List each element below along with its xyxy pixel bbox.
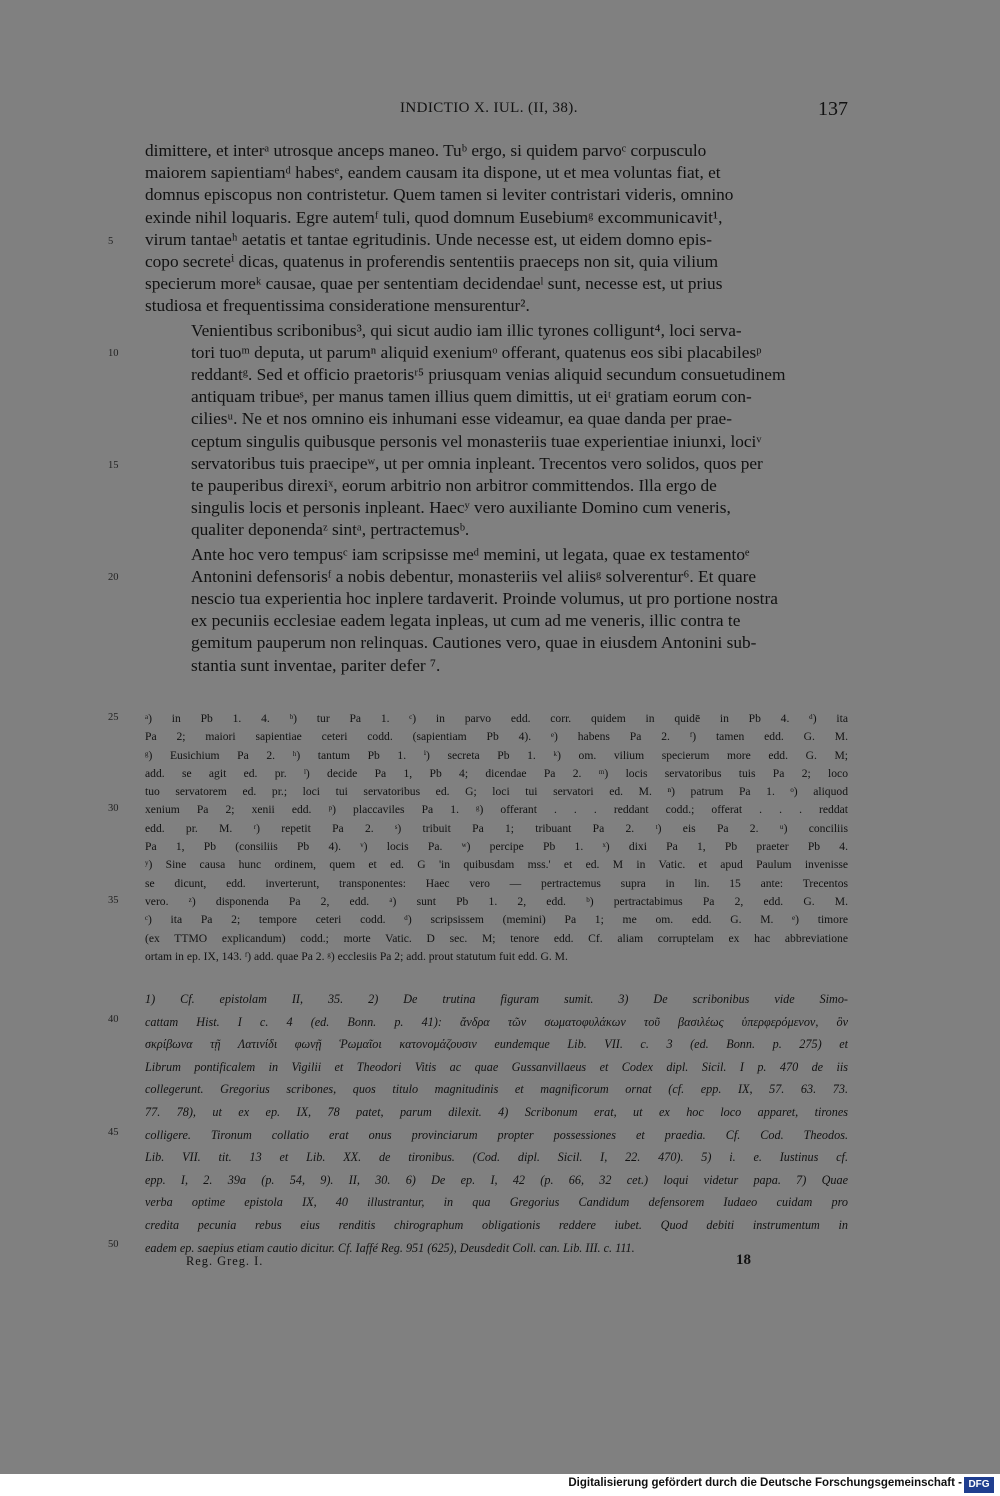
text-line: dimittere, et interᵃ utrosque anceps maneo. Tuᵇ ergo, si quidem parvoᶜ corpusculo <box>145 141 707 160</box>
text-line: ceptum singulis quibusque personis vel monasteriis tuae experientiae iniunxi, lociᵛ <box>191 431 762 451</box>
text-line: gemitum pauperum non relinquas. Cautiones vero, quae in eiusdem Antonini sub- <box>191 633 757 653</box>
main-text <box>145 140 848 677</box>
apparatus-line: (ex TTMO explicandum) codd.; morte Vatic. D sec. M; tenore edd. Cf. aliam corruptelam ex hac abbreviatione <box>145 931 848 945</box>
text-line: singulis locis et personis inpleant. Haecʸ vero auxiliante Domino cum veneris, <box>191 498 731 518</box>
footer-banner <box>0 1474 1000 1496</box>
commentary-notes <box>145 988 848 1259</box>
line-number: 40 <box>108 1014 119 1025</box>
line-number: 50 <box>108 1239 119 1250</box>
paragraph-3 <box>145 544 848 677</box>
text-line: Ante hoc vero tempusᶜ iam scripsisse meᵈ memini, ut legata, quae ex testamentoᵉ <box>191 544 750 564</box>
apparatus-line: se dicunt, edd. inverterunt, transponentes: Haec vero — pertractemus supra in lin. 15 ante: Trecentos <box>145 876 848 890</box>
note-line: epp. I, 2. 39a (p. 54, 9). II, 30. 6) De ep. I, 42 (p. 66, 32 cet.) loqui videtur papa. 7) Quae <box>145 1172 848 1187</box>
line-number: 10 <box>108 348 119 359</box>
dfg-logo-icon[interactable]: DFG <box>964 1477 994 1493</box>
text-line: studiosa et frequentissima consideratione mensurentur². <box>145 296 530 316</box>
funding-notice: Digitalisierung gefördert durch die Deutsche Forschungsgemeinschaft - <box>568 1477 962 1489</box>
text-line: nescio tua experientia hoc inplere tardaverit. Proinde volumus, ut pro portione nostra <box>191 589 778 609</box>
line-number: 45 <box>108 1127 119 1138</box>
line-number: 5 <box>108 236 114 247</box>
text-line: Venientibus scribonibus³, qui sicut audio iam illic tyrones colligunt⁴, loci serva- <box>191 320 742 340</box>
note-line: σκρίβωνα τῇ Λατινίδι φωνῇ Ῥωμαῖοι κατονομάζουσιν eundemque Lib. VII. c. 3 (ed. Bonn. p. 275) et <box>145 1037 848 1052</box>
apparatus-line: add. se agit ed. pr. ˡ) decide Pa 1, Pb 4; dicendae Pa 2. ᵐ) locis servatoribus tuis Pa 2; loco <box>145 766 848 780</box>
text-line: exinde nihil loquaris. Egre autemᶠ tuli, quod domnum Eusebiumᵍ excommunicavit¹, <box>145 207 723 227</box>
text-line: te pauperibus direxiˣ, eorum arbitrio non arbitror committendos. Illa ergo de <box>191 476 717 496</box>
note-line: Librum pontificalem in Vigilii et Theodori Vitis ac quae Gussanvillaeus et Codex dipl. Sicil. I p. 470 de iis <box>145 1059 848 1074</box>
running-title: INDICTIO X. IUL. (II, 38). <box>400 100 578 116</box>
text-line: Antonini defensorisᶠ a nobis debentur, monasteriis vel aliisᵍ solverentur⁶. Et quare <box>191 566 757 586</box>
apparatus-line: edd. pr. M. ʳ) repetit Pa 2. ˢ) tribuit Pa 1; tribuant Pa 2. ᵗ) eis Pa 2. ᵘ) conciliis <box>145 821 848 835</box>
signature-mark: Reg. Greg. I. <box>186 1254 264 1268</box>
apparatus-line: vero. ᶻ) disponenda Pa 2, edd. ᵃ) sunt Pb 1. 2, edd. ᵇ) pertractabimus Pa 2, edd. G. M. <box>145 894 848 908</box>
line-number: 30 <box>108 803 119 814</box>
paragraph-1 <box>145 140 848 318</box>
text-line: copo secreteⁱ dicas, quatenus in proferendis sententiis praeceps non sit, quia vilium <box>145 252 719 272</box>
paragraph-2 <box>145 320 848 542</box>
sheet-number: 18 <box>736 1252 751 1268</box>
apparatus-line: ᶜ) ita Pa 2; tempore ceteri codd. ᵈ) scripsissem (memini) Pa 1; me om. edd. G. M. ᵉ) timore <box>145 913 848 927</box>
text-line: servatoribus tuis praecipeʷ, ut per omnia inpleant. Trecentos vero solidos, quos per <box>191 453 763 473</box>
line-number: 15 <box>108 460 119 471</box>
text-line: reddantᵍ. Sed et officio praetorisʳ⁵ priusquam venias aliquid secundum consuetudinem <box>191 365 786 385</box>
critical-apparatus <box>145 710 848 966</box>
apparatus-line: ᵃ) in Pb 1. 4. ᵇ) tur Pa 1. ᶜ) in parvo edd. corr. quidem in quidē in Pb 4. ᵈ) ita <box>145 712 848 725</box>
note-line: Lib. VII. tit. 13 et Lib. XX. de tironibus. (Cod. dipl. Sicil. I, 22. 470). 5) i. e. Iustinus cf. <box>145 1150 848 1165</box>
text-line: qualiter deponendaᶻ sintᵃ, pertractemusᵇ. <box>191 520 470 540</box>
note-line: cattam Hist. I c. 4 (ed. Bonn. p. 41): ἄνδρα τῶν σωματοφυλάκων τοῦ βασιλέως ὑπερφερόμενον, ὃν <box>145 1014 848 1029</box>
page-number: 137 <box>818 98 848 120</box>
apparatus-line: tuo servatorem ed. pr.; loci tui servatoribus ed. G; loci tui servatori ed. M. ⁿ) patrum Pa 1. ᵒ) aliquod <box>145 785 848 799</box>
text-line: antiquam tribueˢ, per manus tamen illius quem dimittis, ut eiᵗ gratiam eorum con- <box>191 387 752 407</box>
text-line: domnus episcopus non contristetur. Quem tamen si leviter contristari videris, omnino <box>145 185 734 205</box>
text-line: specierum moreᵏ causae, quae per sententiam decidendaeˡ sunt, necesse est, ut prius <box>145 274 723 294</box>
note-line: collegerunt. Gregorius scribones, quos titulo magnitudinis et magnificorum ornat (cf. epp. IX, 57. 63. 73. <box>145 1082 848 1097</box>
apparatus-line: ᵍ) Eusichium Pa 2. ʰ) tantum Pb 1. ⁱ) secreta Pb 1. ᵏ) om. vilium specierum more edd. G. M; <box>145 748 848 762</box>
text-line: virum tantaeʰ aetatis et tantae egritudinis. Unde necesse est, ut eidem domno epis- <box>145 229 713 249</box>
text-line: stantia sunt inventae, pariter defer ⁷. <box>191 655 441 675</box>
apparatus-line: xenium Pa 2; xenii edd. ᵖ) placcaviles Pa 1. ᵍ) offerant . . . reddant codd.; offerat . . . reddat <box>145 803 848 817</box>
page-header <box>0 100 1000 124</box>
apparatus-line: Pa 2; maiori sapientiae ceteri codd. (sapientiam Pb 4). ᵉ) habens Pa 2. ᶠ) tamen edd. G. M. <box>145 730 848 744</box>
line-number: 35 <box>108 895 119 906</box>
text-line: ex pecuniis ecclesiae eadem legata inpleas, ut cum ad me veneris, illic contra te <box>191 611 741 631</box>
text-line: maiorem sapientiamᵈ habesᵉ, eandem causam ita dispone, ut et mea voluntas fiat, et <box>145 163 721 183</box>
text-line: tori tuoᵐ deputa, ut parumⁿ aliquid exeniumᵒ offerant, quatenus eos sibi placabilesᵖ <box>191 342 762 362</box>
note-line: 1) Cf. epistolam II, 35. 2) De trutina figuram sumit. 3) De scribonibus vide Simo- <box>145 992 848 1006</box>
line-number: 20 <box>108 572 119 583</box>
apparatus-line: ortam in ep. IX, 143. ᶠ) add. quae Pa 2. ᵍ) ecclesiis Pa 2; add. prout statutum fuit edd. G. M. <box>145 949 568 963</box>
apparatus-line: ʸ) Sine causa hunc ordinem, quem et ed. G 'in quibusdam mss.' et ed. M in Vatic. et apud Paulum invenisse <box>145 858 848 872</box>
apparatus-line: Pa 1, Pb (consiliis Pb 4). ᵛ) locis Pa. ʷ) percipe Pb 1. ˣ) dixi Pa 1, Pb praeter Pb 4. <box>145 840 848 854</box>
text-line: ciliesᵘ. Ne et nos omnino eis inhumani esse videamur, ea quae danda per prae- <box>191 409 732 429</box>
note-line: verba optime epistola IX, 40 illustrantur, in qua Gregorius Candidum defensorem Iudaeo cuidam pro <box>145 1195 848 1210</box>
line-number: 25 <box>108 712 119 723</box>
note-line: credita pecunia rebus eius renditis chirographum obligationis reddere iubet. Quod debiti instrumentum in <box>145 1217 848 1232</box>
note-line: eadem ep. saepius etiam cautio dicitur. Cf. Iaffé Reg. 951 (625), Deusdedit Coll. can. Lib. III. c. 111. <box>145 1240 635 1255</box>
note-line: colligere. Tironum collatio erat onus provinciarum propter possessiones et praedia. Cf. Cod. Theodos. <box>145 1127 848 1142</box>
note-line: 77. 78), ut ex ep. IX, 78 patet, parum dilexit. 4) Scribonum erat, ut ex hoc loco apparet, tirones <box>145 1104 848 1119</box>
